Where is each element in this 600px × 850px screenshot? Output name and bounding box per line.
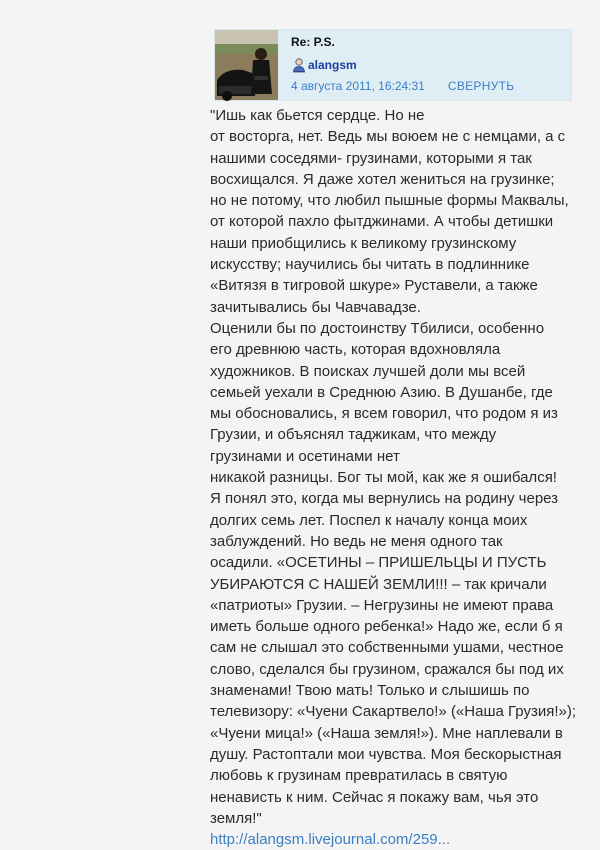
comment [214, 29, 572, 101]
comment-text-line: наши приобщились к великому грузинскому [210, 234, 517, 252]
comment-text-line: долгих семь лет. Поспел к началу конца моих [210, 511, 528, 529]
comment-text-line: от восторга, нет. Ведь мы воюем не с немцами, а с [210, 128, 566, 146]
comment-text-line: иметь больше одного ребенка!» Надо же, если б я [210, 618, 563, 636]
avatar-photo-icon [215, 30, 278, 100]
comment-text-line: семьей уехали в Среднюю Азию. В Душанбе, где [210, 383, 553, 401]
comment-text-line: восхищался. Я даже хотел жениться на грузинке; [210, 170, 555, 188]
comment-text-line: знаменами! Твою мать! Только и слышишь по [210, 682, 530, 700]
comment-text-line: ненависть к ним. Сейчас я покажу вам, чья это [210, 788, 539, 806]
comment-text-line: земля!" [210, 809, 262, 827]
comment-subject: Re: P.S. [291, 35, 335, 49]
comment-text-line: УБИРАЮТСЯ С НАШЕЙ ЗЕМЛИ!!! – так кричали [210, 575, 547, 593]
comment-text-line: его древнюю часть, которая вдохновляла [210, 341, 501, 359]
comment-text-line: "Ишь как бьется сердце. Но не [210, 107, 425, 124]
comment-text-line: слово, сделался бы грузином, сражался бы под их [210, 660, 564, 678]
comment-text-line: сам не слышал это собственными ушами, честное [210, 639, 564, 657]
comment-text-line: телевизору: «Чуени Сакартвело!» («Наша Грузия!»); [210, 703, 576, 721]
meta-row [291, 79, 514, 93]
comment-text-line: Оценили бы по достоинству Тбилиси, особенно [210, 319, 545, 337]
comment-text-line: осадили. «ОСЕТИНЫ – ПРИШЕЛЬЦЫ И ПУСТЬ [210, 554, 547, 572]
comment-text-line: от которой пахло фытджинами. А чтобы детишки [210, 213, 554, 231]
comment-text-line: заблуждений. Но ведь не меня одного так [210, 532, 503, 550]
comment-text-line: мы обосновались, я всем говорил, что родом я из [210, 405, 558, 423]
user-row [291, 57, 514, 73]
comment-text-line: нашими соседями- грузинами, которыми я так [210, 149, 532, 167]
username-link[interactable]: alangsm [308, 58, 357, 72]
comment-text-line: любовь к грузинам превратилась в святую [210, 767, 508, 785]
comment-text-line: художников. В поисках лучшей доли мы всей [210, 362, 526, 380]
comment-text-line: искусству; научились бы читать в подлиннике [210, 256, 530, 274]
comment-text-line: «Витязя в тигровой шкуре» Руставели, а также [210, 277, 538, 295]
user-avatar[interactable] [215, 30, 278, 100]
comment-url-link[interactable]: http://alangsm.livejournal.com/259... [210, 831, 451, 849]
comment-header [214, 29, 572, 101]
comment-text-line: душу. Растоптали мои чувства. Моя бескорыстная [210, 745, 562, 763]
collapse-link[interactable]: СВЕРНУТЬ [447, 79, 515, 93]
comment-body [210, 105, 580, 850]
header-text [291, 35, 514, 93]
comment-text-line: но не потому, что любил пышные формы Маквалы, [210, 192, 569, 210]
comment-text-line: «Чуени мица!» («Наша земля!»). Мне наплевали в [210, 724, 563, 742]
comment-text-line: зачитывались бы Чавчавадзе. [210, 298, 421, 316]
comment-text [210, 105, 580, 829]
comment-text-line: грузинами и осетинами нет [210, 447, 400, 465]
comment-text-line: Грузии, и объяснял таджикам, что между [210, 426, 497, 444]
comment-text-line: Я понял это, когда мы вернулись на родину через [210, 490, 559, 508]
comment-text-line: «патриоты» Грузии. – Негрузины не имеют права [210, 596, 554, 614]
livejournal-user-icon[interactable] [291, 57, 307, 73]
comment-text-line: никакой разницы. Бог ты мой, как же я ошибался! [210, 469, 557, 487]
comment-date-link[interactable]: 4 августа 2011, 16:24:31 [291, 79, 425, 93]
